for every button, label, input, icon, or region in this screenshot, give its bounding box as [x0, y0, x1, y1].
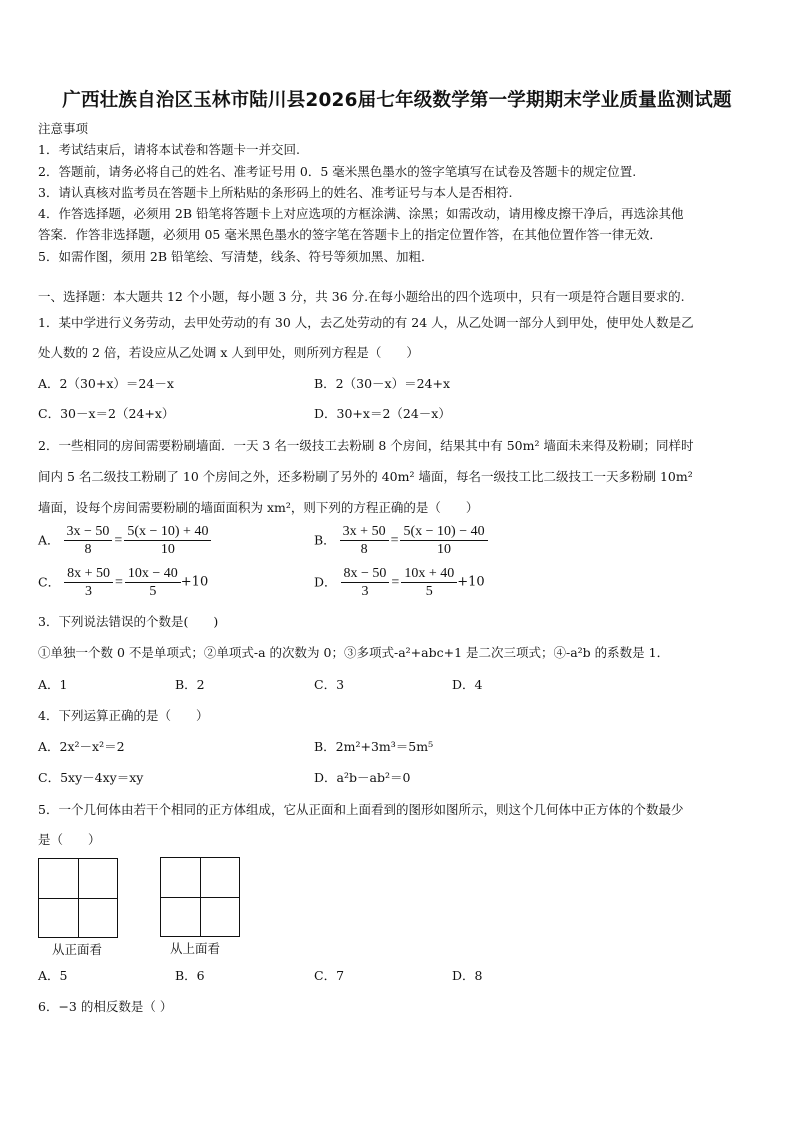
- fraction-right: [125, 565, 181, 600]
- q3-option-a: A．1: [38, 677, 68, 692]
- q2-option-c: [38, 565, 208, 600]
- question-2-stem-cont: 间内 5 名二级技工粉刷了 10 个房间之外，还多粉刷了另外的 40m² 墙面，每名一级技工比二级技工一天多粉刷 10m²: [38, 469, 693, 484]
- note-item: 2．答题前，请务必将自己的姓名、准考证号用 0．5 毫米黑色墨水的签字笔填写在试卷及答题卡的规定位置.: [38, 164, 637, 179]
- q1-option-b: B．2（30－x）＝24+x: [314, 376, 451, 391]
- note-item: 1．考试结束后，请将本试卷和答题卡一并交回.: [38, 142, 300, 157]
- q4-option-d: D．a²b－ab²＝0: [314, 770, 411, 785]
- denominator: 10: [160, 542, 175, 557]
- question-5-stem-cont: 是（ ）: [38, 832, 101, 847]
- q4-option-a: A．2x²－x²＝2: [38, 739, 125, 754]
- front-view-caption: 从正面看: [52, 942, 103, 957]
- fraction-right: [400, 523, 487, 558]
- numerator: 5(x − 10) + 40: [124, 523, 211, 541]
- q4-option-c: C．5xy－4xy＝xy: [38, 770, 144, 785]
- question-4-stem: 4．下列运算正确的是（ ）: [38, 708, 209, 723]
- q5-option-b: B．6: [175, 968, 205, 983]
- question-3-statements: ①单独一个数 0 不是单项式；②单项式-a 的次数为 0；③多项式-a²+abc+1 是二次三项式；④-a²b 的系数是 1．: [38, 645, 670, 660]
- fraction-left: [341, 565, 390, 600]
- question-6-stem: 6．−3 的相反数是（ ）: [38, 999, 173, 1014]
- fraction-tail: +10: [457, 574, 485, 590]
- grid-line: [161, 897, 239, 898]
- q1-option-a: A．2（30+x）＝24－x: [38, 376, 174, 391]
- q3-option-c: C．3: [314, 677, 345, 692]
- question-2-stem-cont: 墙面，设每个房间需要粉刷的墙面面积为 xm²，则下列的方程正确的是（ ）: [38, 500, 479, 515]
- denominator: 3: [361, 584, 369, 599]
- question-1-stem: 1．某中学进行义务劳动，去甲处劳动的有 30 人，去乙处劳动的有 24 人，从乙处调一部分人到甲处，使甲处人数是乙: [38, 315, 694, 330]
- option-label: A．: [38, 532, 60, 548]
- q2-option-d: [314, 565, 485, 600]
- fraction-right: [124, 523, 211, 558]
- q2-option-b: [314, 523, 488, 558]
- denominator: 10: [437, 542, 452, 557]
- option-label: D．: [314, 574, 337, 590]
- numerator: 3x + 50: [340, 523, 389, 541]
- fraction-left: [64, 523, 113, 558]
- page-title: 广西壮族自治区玉林市陆川县2026届七年级数学第一学期期末学业质量监测试题: [62, 90, 732, 111]
- notes-heading: 注意事项: [38, 121, 89, 136]
- numerator: 5(x − 10) − 40: [400, 523, 487, 541]
- note-item: 3．请认真核对监考员在答题卡上所粘贴的条形码上的姓名、准考证号与本人是否相符.: [38, 185, 513, 200]
- front-view-figure: [38, 858, 118, 938]
- q5-option-d: D．8: [452, 968, 483, 983]
- note-item: 5．如需作图，须用 2B 铅笔绘、写清楚，线条、符号等须加黑、加粗．: [38, 249, 434, 264]
- q5-option-a: A．5: [38, 968, 68, 983]
- q2-option-a: [38, 523, 211, 558]
- grid-line: [39, 898, 117, 899]
- fraction-left: [64, 565, 113, 600]
- q3-option-b: B．2: [175, 677, 205, 692]
- top-view-caption: 从上面看: [170, 941, 221, 956]
- option-label: B．: [314, 532, 336, 548]
- numerator: 8x − 50: [341, 565, 390, 583]
- denominator: 8: [84, 542, 92, 557]
- numerator: 10x + 40: [401, 565, 457, 583]
- question-5-stem: 5．一个几何体由若干个相同的正方体组成，它从正面和上面看到的图形如图所示，则这个几何体中正方体的个数最少: [38, 802, 684, 817]
- fraction-left: [340, 523, 389, 558]
- denominator: 8: [360, 542, 368, 557]
- denominator: 5: [149, 584, 157, 599]
- question-2-stem: 2．一些相同的房间需要粉刷墙面．一天 3 名一级技工去粉刷 8 个房间，结果其中有 50m² 墙面未来得及粉刷；同样时: [38, 438, 694, 453]
- numerator: 3x − 50: [64, 523, 113, 541]
- q3-option-d: D．4: [452, 677, 483, 692]
- q1-option-d: D．30+x＝2（24－x）: [314, 406, 451, 421]
- option-label: C．: [38, 574, 61, 590]
- fraction-tail: +10: [180, 574, 209, 590]
- denominator: 5: [425, 584, 433, 599]
- q4-option-b: B．2m²+3m³＝5m⁵: [314, 739, 434, 754]
- equals-sign: =: [390, 532, 399, 548]
- note-item: 4．作答选择题，必须用 2B 铅笔将答题卡上对应选项的方框涂满、涂黑；如需改动，请用橡皮擦干净后，再选涂其他: [38, 206, 684, 221]
- section-heading: 一、选择题：本大题共 12 个小题，每小题 3 分，共 36 分.在每小题给出的四个选项中，只有一项是符合题目要求的.: [38, 289, 685, 304]
- numerator: 8x + 50: [64, 565, 113, 583]
- denominator: 3: [85, 584, 93, 599]
- equals-sign: =: [114, 574, 123, 590]
- numerator: 10x − 40: [125, 565, 181, 583]
- equals-sign: =: [391, 574, 400, 590]
- note-item: 答案．作答非选择题，必须用 05 毫米黑色墨水的签字笔在答题卡上的指定位置作答，在其他位置作答一律无效．: [38, 227, 662, 242]
- q1-option-c: C．30－x＝2（24+x）: [38, 406, 175, 421]
- fraction-right: [401, 565, 457, 600]
- equals-sign: =: [114, 532, 123, 548]
- question-1-stem-cont: 处人数的 2 倍，若设应从乙处调 x 人到甲处，则所列方程是（ ）: [38, 345, 419, 360]
- top-view-figure: [160, 857, 240, 937]
- question-3-stem: 3．下列说法错误的个数是( ): [38, 614, 219, 629]
- q5-option-c: C．7: [314, 968, 345, 983]
